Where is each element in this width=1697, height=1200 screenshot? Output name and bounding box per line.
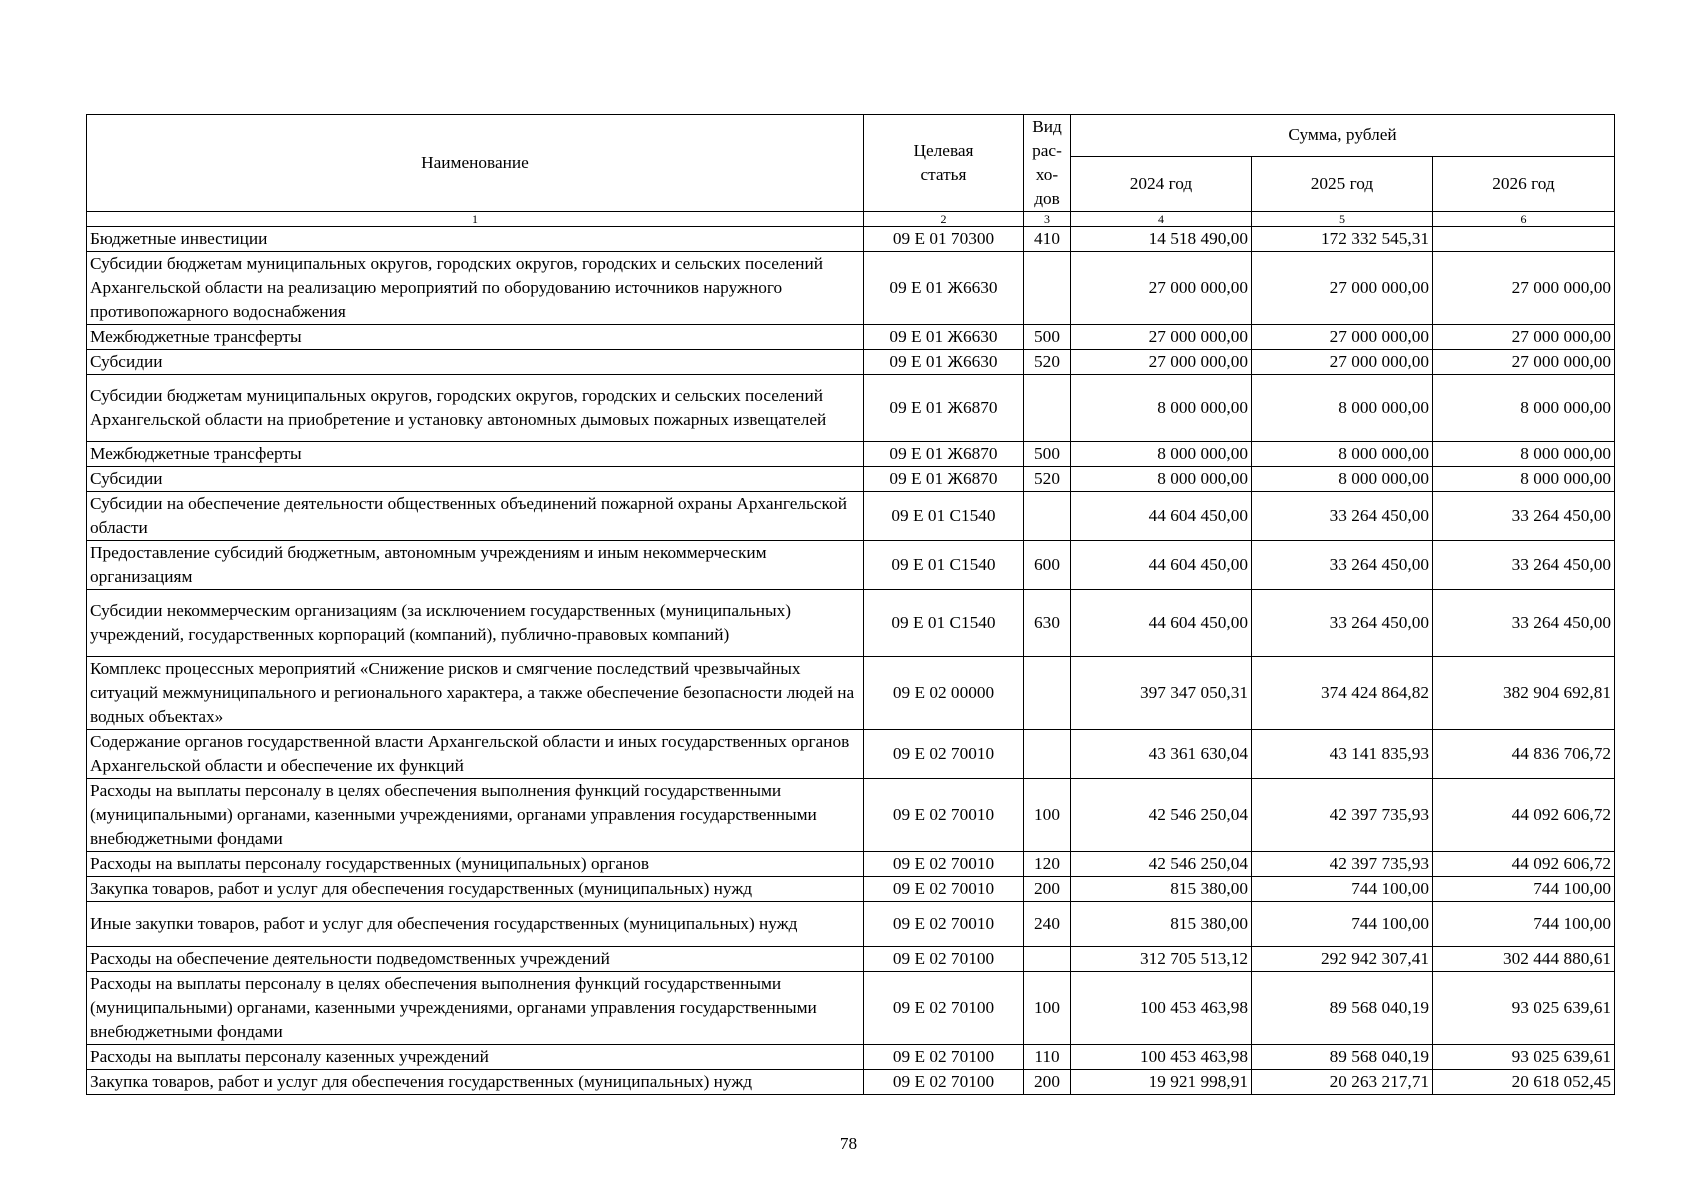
table-cell-target-code: 09 Е 02 70010 xyxy=(864,852,1024,877)
table-cell-name: Расходы на выплаты персоналу в целях обеспечения выполнения функций государственными (муниципальными) органами, казенными учреждениями, органами управления государственными внебюджетными фондами xyxy=(87,779,864,852)
header-sum: Сумма, рублей xyxy=(1071,115,1615,157)
table-cell-expense-type xyxy=(1024,492,1071,541)
header-vid-line1: Вид xyxy=(1032,117,1062,136)
table-cell-sum-2025: 27 000 000,00 xyxy=(1252,350,1433,375)
table-cell-expense-type: 240 xyxy=(1024,902,1071,947)
header-target xyxy=(864,115,1024,212)
table-cell-expense-type: 200 xyxy=(1024,877,1071,902)
table-cell-target-code: 09 Е 01 С1540 xyxy=(864,541,1024,590)
table-cell-sum-2025: 27 000 000,00 xyxy=(1252,252,1433,325)
table-cell-sum-2026: 744 100,00 xyxy=(1433,877,1615,902)
table-cell-sum-2024: 8 000 000,00 xyxy=(1071,467,1252,492)
table-cell-sum-2025: 27 000 000,00 xyxy=(1252,325,1433,350)
table-cell-name: Субсидии некоммерческим организациям (за исключением государственных (муниципальных) учреждений, государственных корпораций (компаний), публично-правовых компаний) xyxy=(87,590,864,657)
header-vid xyxy=(1024,115,1071,212)
table-cell-expense-type: 500 xyxy=(1024,325,1071,350)
table-row xyxy=(87,325,1615,350)
table-row xyxy=(87,227,1615,252)
table-cell-expense-type: 520 xyxy=(1024,467,1071,492)
table-cell-sum-2026: 33 264 450,00 xyxy=(1433,590,1615,657)
table-cell-sum-2024: 44 604 450,00 xyxy=(1071,590,1252,657)
table-cell-sum-2025: 20 263 217,71 xyxy=(1252,1070,1433,1095)
table-cell-sum-2024: 100 453 463,98 xyxy=(1071,1045,1252,1070)
table-cell-expense-type: 200 xyxy=(1024,1070,1071,1095)
table-cell-expense-type: 100 xyxy=(1024,972,1071,1045)
table-cell-target-code: 09 Е 01 70300 xyxy=(864,227,1024,252)
table-cell-sum-2025: 43 141 835,93 xyxy=(1252,730,1433,779)
table-row xyxy=(87,467,1615,492)
table-cell-expense-type: 410 xyxy=(1024,227,1071,252)
table-cell-sum-2025: 33 264 450,00 xyxy=(1252,541,1433,590)
table-cell-target-code: 09 Е 01 С1540 xyxy=(864,492,1024,541)
table-row xyxy=(87,779,1615,852)
table-cell-sum-2026: 33 264 450,00 xyxy=(1433,492,1615,541)
table-cell-sum-2026: 27 000 000,00 xyxy=(1433,325,1615,350)
table-row xyxy=(87,590,1615,657)
table-cell-sum-2024: 27 000 000,00 xyxy=(1071,350,1252,375)
table-cell-target-code: 09 Е 01 Ж6870 xyxy=(864,442,1024,467)
table-row xyxy=(87,902,1615,947)
table-cell-sum-2026: 33 264 450,00 xyxy=(1433,541,1615,590)
table-row xyxy=(87,1070,1615,1095)
table-cell-expense-type: 120 xyxy=(1024,852,1071,877)
table-cell-target-code: 09 Е 01 С1540 xyxy=(864,590,1024,657)
page-number: 78 xyxy=(839,1134,858,1153)
table-cell-expense-type xyxy=(1024,657,1071,730)
table-cell-name: Субсидии бюджетам муниципальных округов, городских округов, городских и сельских поселений Архангельской области на приобретение и установку автономных дымовых пожарных извещателей xyxy=(87,375,864,442)
header-vid-line4: дов xyxy=(1034,189,1060,208)
table-header xyxy=(87,115,1615,227)
table-row xyxy=(87,442,1615,467)
table-cell-sum-2025: 8 000 000,00 xyxy=(1252,442,1433,467)
table-cell-name: Субсидии на обеспечение деятельности общественных объединений пожарной охраны Архангельской области xyxy=(87,492,864,541)
header-year-2026: 2026 год xyxy=(1433,156,1615,211)
table-cell-name: Закупка товаров, работ и услуг для обеспечения государственных (муниципальных) нужд xyxy=(87,1070,864,1095)
table-cell-expense-type xyxy=(1024,252,1071,325)
header-name: Наименование xyxy=(87,115,864,212)
header-target-line1: Целевая xyxy=(913,141,974,160)
table-cell-expense-type: 630 xyxy=(1024,590,1071,657)
header-target-line2: статья xyxy=(920,165,967,184)
table-cell-sum-2024: 43 361 630,04 xyxy=(1071,730,1252,779)
table-cell-sum-2025: 33 264 450,00 xyxy=(1252,492,1433,541)
table-cell-target-code: 09 Е 02 70010 xyxy=(864,730,1024,779)
table-cell-sum-2024: 815 380,00 xyxy=(1071,877,1252,902)
table-cell-target-code: 09 Е 02 70100 xyxy=(864,947,1024,972)
table-cell-sum-2026 xyxy=(1433,227,1615,252)
table-cell-sum-2024: 42 546 250,04 xyxy=(1071,852,1252,877)
table-cell-name: Расходы на обеспечение деятельности подведомственных учреждений xyxy=(87,947,864,972)
table-cell-sum-2025: 42 397 735,93 xyxy=(1252,779,1433,852)
table-row xyxy=(87,730,1615,779)
table-cell-sum-2026: 744 100,00 xyxy=(1433,902,1615,947)
table-cell-sum-2026: 93 025 639,61 xyxy=(1433,1045,1615,1070)
table-row xyxy=(87,877,1615,902)
table-cell-sum-2026: 302 444 880,61 xyxy=(1433,947,1615,972)
table-cell-sum-2024: 8 000 000,00 xyxy=(1071,442,1252,467)
table-cell-target-code: 09 Е 02 70100 xyxy=(864,1045,1024,1070)
table-cell-sum-2026: 44 092 606,72 xyxy=(1433,779,1615,852)
table-cell-target-code: 09 Е 02 70100 xyxy=(864,972,1024,1045)
column-number: 2 xyxy=(864,212,1024,227)
header-year-2025: 2025 год xyxy=(1252,156,1433,211)
table-cell-sum-2026: 27 000 000,00 xyxy=(1433,252,1615,325)
table-cell-expense-type xyxy=(1024,947,1071,972)
table-cell-sum-2025: 8 000 000,00 xyxy=(1252,375,1433,442)
table-cell-sum-2025: 172 332 545,31 xyxy=(1252,227,1433,252)
table-row xyxy=(87,947,1615,972)
table-cell-name: Межбюджетные трансферты xyxy=(87,442,864,467)
table-cell-expense-type: 520 xyxy=(1024,350,1071,375)
table-cell-sum-2026: 20 618 052,45 xyxy=(1433,1070,1615,1095)
table-row xyxy=(87,852,1615,877)
table-cell-sum-2026: 44 836 706,72 xyxy=(1433,730,1615,779)
table-cell-name: Бюджетные инвестиции xyxy=(87,227,864,252)
table-cell-sum-2024: 397 347 050,31 xyxy=(1071,657,1252,730)
table-cell-name: Расходы на выплаты персоналу в целях обеспечения выполнения функций государственными (муниципальными) органами, казенными учреждениями, органами управления государственными внебюджетными фондами xyxy=(87,972,864,1045)
table-cell-name: Иные закупки товаров, работ и услуг для обеспечения государственных (муниципальных) нужд xyxy=(87,902,864,947)
table-row xyxy=(87,657,1615,730)
table-cell-sum-2024: 44 604 450,00 xyxy=(1071,492,1252,541)
table-cell-target-code: 09 Е 02 70100 xyxy=(864,1070,1024,1095)
table-cell-sum-2024: 8 000 000,00 xyxy=(1071,375,1252,442)
table-cell-expense-type: 100 xyxy=(1024,779,1071,852)
table-cell-sum-2026: 8 000 000,00 xyxy=(1433,442,1615,467)
table-cell-sum-2025: 89 568 040,19 xyxy=(1252,972,1433,1045)
column-number-row xyxy=(87,212,1615,227)
table-cell-sum-2024: 27 000 000,00 xyxy=(1071,252,1252,325)
table-cell-sum-2026: 8 000 000,00 xyxy=(1433,467,1615,492)
column-number: 4 xyxy=(1071,212,1252,227)
table-cell-sum-2025: 33 264 450,00 xyxy=(1252,590,1433,657)
header-year-2024: 2024 год xyxy=(1071,156,1252,211)
table-cell-sum-2025: 374 424 864,82 xyxy=(1252,657,1433,730)
column-number: 3 xyxy=(1024,212,1071,227)
table-cell-sum-2024: 815 380,00 xyxy=(1071,902,1252,947)
table-cell-expense-type: 500 xyxy=(1024,442,1071,467)
table-cell-name: Межбюджетные трансферты xyxy=(87,325,864,350)
table-cell-target-code: 09 Е 01 Ж6630 xyxy=(864,350,1024,375)
table-cell-target-code: 09 Е 02 70010 xyxy=(864,902,1024,947)
table-cell-sum-2026: 8 000 000,00 xyxy=(1433,375,1615,442)
table-cell-target-code: 09 Е 01 Ж6630 xyxy=(864,325,1024,350)
table-cell-expense-type: 600 xyxy=(1024,541,1071,590)
table-cell-name: Расходы на выплаты персоналу казенных учреждений xyxy=(87,1045,864,1070)
table-cell-sum-2025: 89 568 040,19 xyxy=(1252,1045,1433,1070)
column-number: 1 xyxy=(87,212,864,227)
table-cell-sum-2024: 42 546 250,04 xyxy=(1071,779,1252,852)
table-cell-sum-2025: 292 942 307,41 xyxy=(1252,947,1433,972)
table-cell-name: Субсидии xyxy=(87,467,864,492)
table-row xyxy=(87,972,1615,1045)
table-cell-sum-2026: 93 025 639,61 xyxy=(1433,972,1615,1045)
table-cell-sum-2025: 744 100,00 xyxy=(1252,902,1433,947)
table-cell-sum-2024: 27 000 000,00 xyxy=(1071,325,1252,350)
table-cell-sum-2026: 382 904 692,81 xyxy=(1433,657,1615,730)
table-cell-target-code: 09 Е 01 Ж6870 xyxy=(864,375,1024,442)
table-row xyxy=(87,252,1615,325)
table-cell-name: Комплекс процессных мероприятий «Снижение рисков и смягчение последствий чрезвычайных ситуаций межмуниципального и регионального характера, а также обеспечение безопасности людей на водных объектах» xyxy=(87,657,864,730)
table-row xyxy=(87,1045,1615,1070)
table-row xyxy=(87,350,1615,375)
table-row xyxy=(87,375,1615,442)
table-cell-sum-2026: 44 092 606,72 xyxy=(1433,852,1615,877)
table-cell-name: Предоставление субсидий бюджетным, автономным учреждениям и иным некоммерческим организациям xyxy=(87,541,864,590)
table-cell-sum-2024: 14 518 490,00 xyxy=(1071,227,1252,252)
table-cell-name: Закупка товаров, работ и услуг для обеспечения государственных (муниципальных) нужд xyxy=(87,877,864,902)
table-cell-name: Содержание органов государственной власти Архангельской области и иных государственных органов Архангельской области и обеспечение их функций xyxy=(87,730,864,779)
table-cell-sum-2024: 44 604 450,00 xyxy=(1071,541,1252,590)
table-cell-target-code: 09 Е 02 70010 xyxy=(864,877,1024,902)
table-cell-expense-type xyxy=(1024,375,1071,442)
table-cell-name: Субсидии бюджетам муниципальных округов, городских округов, городских и сельских поселений Архангельской области на реализацию мероприятий по оборудованию источников наружного противопожарного водоснабжения xyxy=(87,252,864,325)
table-cell-target-code: 09 Е 01 Ж6870 xyxy=(864,467,1024,492)
budget-table xyxy=(86,114,1615,1095)
table-cell-name: Субсидии xyxy=(87,350,864,375)
column-number: 5 xyxy=(1252,212,1433,227)
table-cell-sum-2025: 8 000 000,00 xyxy=(1252,467,1433,492)
table-cell-expense-type xyxy=(1024,730,1071,779)
table-cell-target-code: 09 Е 02 00000 xyxy=(864,657,1024,730)
table-cell-sum-2024: 312 705 513,12 xyxy=(1071,947,1252,972)
header-vid-line2: рас- xyxy=(1032,141,1062,160)
table-cell-target-code: 09 Е 02 70010 xyxy=(864,779,1024,852)
table-cell-sum-2025: 42 397 735,93 xyxy=(1252,852,1433,877)
table-body xyxy=(87,227,1615,1095)
table-row xyxy=(87,541,1615,590)
table-cell-sum-2026: 27 000 000,00 xyxy=(1433,350,1615,375)
header-vid-line3: хо- xyxy=(1035,165,1059,184)
column-number: 6 xyxy=(1433,212,1615,227)
table-cell-target-code: 09 Е 01 Ж6630 xyxy=(864,252,1024,325)
table-cell-sum-2025: 744 100,00 xyxy=(1252,877,1433,902)
table-cell-expense-type: 110 xyxy=(1024,1045,1071,1070)
table-cell-sum-2024: 100 453 463,98 xyxy=(1071,972,1252,1045)
table-row xyxy=(87,492,1615,541)
table-cell-sum-2024: 19 921 998,91 xyxy=(1071,1070,1252,1095)
table-cell-name: Расходы на выплаты персоналу государственных (муниципальных) органов xyxy=(87,852,864,877)
